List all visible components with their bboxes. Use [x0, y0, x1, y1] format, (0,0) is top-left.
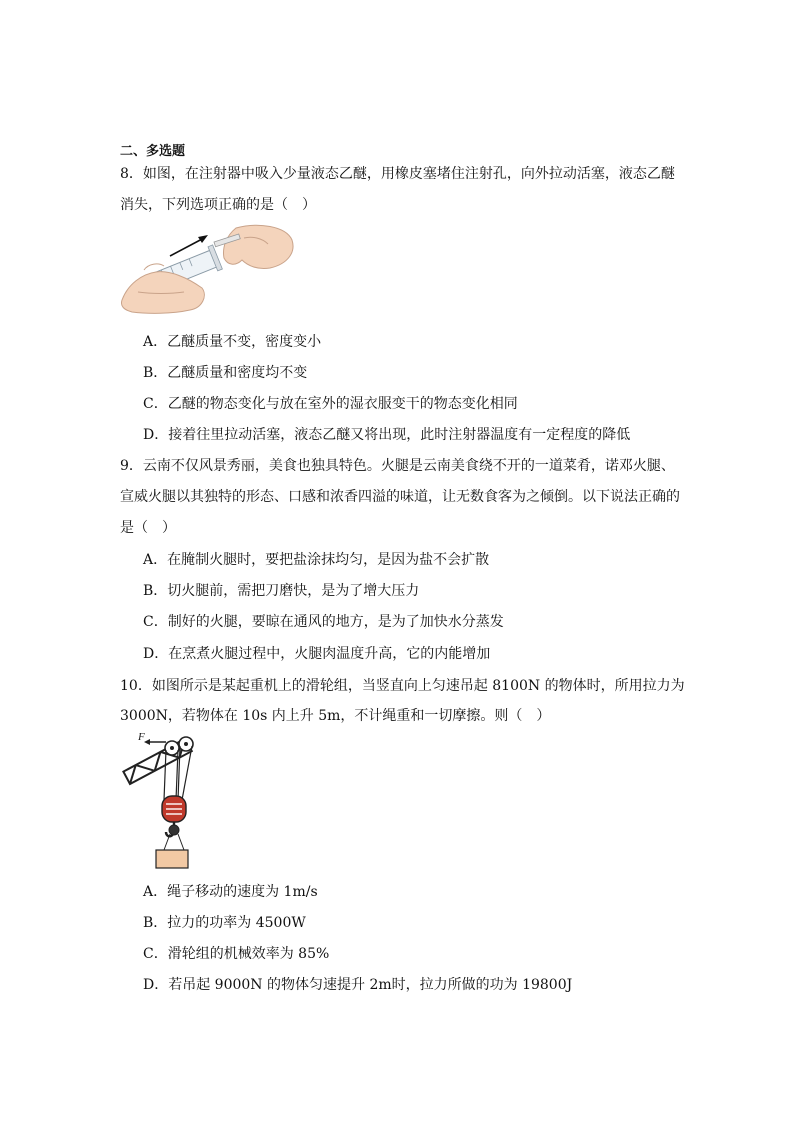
question-9-line-3: 是（ ）: [120, 520, 176, 536]
question-10-option-c: C．滑轮组的机械效率为 85%: [143, 946, 330, 962]
question-10-line-1: 10．如图所示是某起重机上的滑轮组，当竖直向上匀速吊起 8100N 的物体时，所用拉力为: [120, 678, 685, 694]
question-8-option-d: D．接着往里拉动活塞，液态乙醚又将出现，此时注射器温度有一定程度的降低: [143, 427, 631, 443]
question-10-option-a: A．绳子移动的速度为 1m/s: [143, 884, 318, 900]
question-9-option-a: A．在腌制火腿时，要把盐涂抹均匀，是因为盐不会扩散: [143, 552, 490, 568]
force-label: F: [138, 731, 145, 743]
question-9-option-d: D．在烹煮火腿过程中，火腿肉温度升高，它的内能增加: [143, 646, 491, 662]
question-8-option-b: B．乙醚质量和密度均不变: [143, 365, 308, 381]
syringe-figure: [118, 222, 296, 318]
question-9-option-b: B．切火腿前，需把刀磨快，是为了增大压力: [143, 583, 420, 599]
question-8-option-c: C．乙醚的物态变化与放在室外的湿衣服变干的物态变化相同: [143, 396, 518, 412]
question-8-line-1: 8．如图，在注射器中吸入少量液态乙醚，用橡皮塞堵住注射孔，向外拉动活塞，液态乙醚: [120, 166, 675, 182]
pulley-crane-figure: [118, 730, 202, 872]
question-8-line-2: 消失，下列选项正确的是（ ）: [120, 197, 316, 213]
question-9-line-2: 宣威火腿以其独特的形态、口感和浓香四溢的味道，让无数食客为之倾倒。以下说法正确的: [120, 489, 680, 505]
question-10-option-d: D．若吊起 9000N 的物体匀速提升 2m时，拉力所做的功为 19800J: [143, 977, 573, 993]
question-9-option-c: C．制好的火腿，要晾在通风的地方，是为了加快水分蒸发: [143, 614, 504, 630]
question-8-option-a: A．乙醚质量不变，密度变小: [143, 334, 322, 350]
question-10-line-2: 3000N，若物体在 10s 内上升 5m，不计绳重和一切摩擦。则（ ）: [120, 708, 551, 724]
question-9-line-1: 9．云南不仅风景秀丽，美食也独具特色。火腿是云南美食绕不开的一道菜肴，诺邓火腿、: [120, 458, 675, 474]
section-title: 二、多选题: [120, 144, 186, 159]
question-10-option-b: B．拉力的功率为 4500W: [143, 915, 306, 931]
